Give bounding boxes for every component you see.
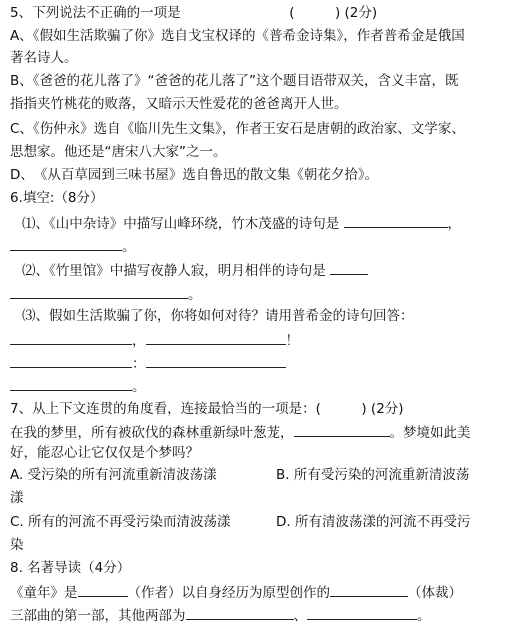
q5-option-d: D、 《从百草园到三味书屋》选自鲁迅的散文集《朝花夕拾》。 (10, 167, 379, 183)
q7-passage-b: 。梦境如此美 (389, 425, 471, 441)
q8-genre-blank[interactable] (330, 582, 408, 597)
q8-author-blank[interactable] (78, 582, 128, 597)
q8-work-blank-2[interactable] (307, 605, 417, 620)
q5-option-c-line1: C、《伤仲永》选自《临川先生文集》，作者王安石是唐朝的政治家、文学家、 (10, 121, 465, 137)
q6-item2-blank-2[interactable] (10, 284, 188, 299)
q8-l2-b: 、 (293, 608, 307, 624)
q7-score: (2分) (370, 401, 404, 417)
q7-stem: 7、从上下文连贯的角度看，连接最恰当的一项是：( ) (10, 401, 367, 417)
q8-l1-c: （体裁） (408, 585, 462, 601)
q5-option-a-line1: A、《假如生活欺骗了你》选自戈宝权译的《普希金诗集》，作者普希金是俄国 (10, 28, 465, 44)
q7-option-c: C. 所有的河流不再受污染而清波荡漾 (10, 514, 231, 530)
q6-item3-blank-2[interactable] (146, 330, 286, 345)
q7-option-b-line2: 漾 (10, 490, 24, 506)
q7-option-d-line1: D. 所有清波荡漾的河流不再受污 (276, 514, 471, 530)
q6-title: 6.填空:（8分） (10, 190, 104, 206)
q6-item3-comma: ， (132, 333, 146, 349)
q5-score: (2分) (344, 5, 378, 21)
q8-line2 (10, 605, 431, 625)
q6-item3-line4 (10, 376, 146, 396)
q5-option-b-line2: 指指夹竹桃花的败落，又暗示天性爱花的爸爸离开人世。 (10, 96, 348, 112)
q8-l1-a: 《童年》是 (10, 585, 78, 601)
q7-option-a: A. 受污染的所有河流重新清波荡漾 (10, 467, 217, 483)
q6-item1-blank-1[interactable] (344, 213, 448, 228)
q5-option-c-line2: 思想家。他还是“唐宋八大家”之一。 (10, 144, 227, 160)
q8-l2-c: 。 (417, 608, 431, 624)
q6-item2-blank-1[interactable] (330, 260, 368, 275)
q6-item3-excl: ！ (285, 333, 299, 349)
q7-passage-a: 在我的梦里，所有被砍伐的森林重新绿叶葱茏， (10, 425, 294, 441)
q6-item1-line2 (10, 236, 136, 256)
q8-line1 (10, 582, 462, 602)
q6-item3-end: 。 (132, 379, 146, 395)
q7-option-b-line1: B. 所有受污染的河流重新清波荡 (276, 467, 470, 483)
q5-stem: 5、下列说法不正确的一项是 (10, 5, 181, 21)
q8-work-blank-1[interactable] (186, 605, 294, 620)
q8-l2-a: 三部曲的第一部，其他两部为 (10, 608, 186, 624)
q8-title: 8. 名著导读（4分） (10, 560, 131, 576)
q6-item2-line (22, 260, 368, 280)
q5-stem-line (10, 4, 377, 22)
q5-option-a-line2: 著名诗人。 (10, 50, 78, 66)
q7-passage-line1 (10, 422, 471, 442)
q6-item1-end: 。 (122, 239, 136, 255)
q6-item3-blank-1[interactable] (10, 330, 132, 345)
q6-item1-comma: ， (447, 216, 462, 232)
q8-l1-b: （作者）以自身经历为原型创作的 (127, 585, 330, 601)
q6-item3-text: ⑶、假如生活欺骗了你，你将如何对待？请用普希金的诗句回答： (22, 308, 414, 324)
q6-item3-blank-5[interactable] (10, 376, 132, 391)
q5-option-b-line1: B、《爸爸的花儿落了》“爸爸的花儿落了”这个题目语带双关，含义丰富，既 (10, 73, 459, 89)
q5-answer-paren: ( ) (289, 5, 341, 21)
q7-stem-line (10, 400, 404, 418)
q7-passage-blank[interactable] (294, 422, 390, 437)
q6-item3-blank-4[interactable] (146, 353, 286, 368)
q6-item2-end: 。 (188, 287, 202, 303)
q6-item1-line (22, 213, 461, 233)
q6-item3-line2 (10, 330, 299, 350)
q6-item3-colon: ： (132, 356, 146, 372)
q7-passage-line2: 好，能忍心让它仅仅是个梦吗？ (10, 445, 199, 461)
q7-option-d-line2: 染 (10, 537, 24, 553)
q6-item1-text: ⑴、《山中杂诗》中描写山峰环绕，竹木茂盛的诗句是 (22, 216, 340, 232)
q6-item2-text: ⑵、《竹里馆》中描写夜静人寂，明月相伴的诗句是 (22, 263, 326, 279)
q6-item3-blank-3[interactable] (10, 353, 132, 368)
q6-item2-line2 (10, 284, 202, 304)
q6-item3-line3 (10, 353, 286, 373)
q6-item1-blank-2[interactable] (10, 236, 122, 251)
